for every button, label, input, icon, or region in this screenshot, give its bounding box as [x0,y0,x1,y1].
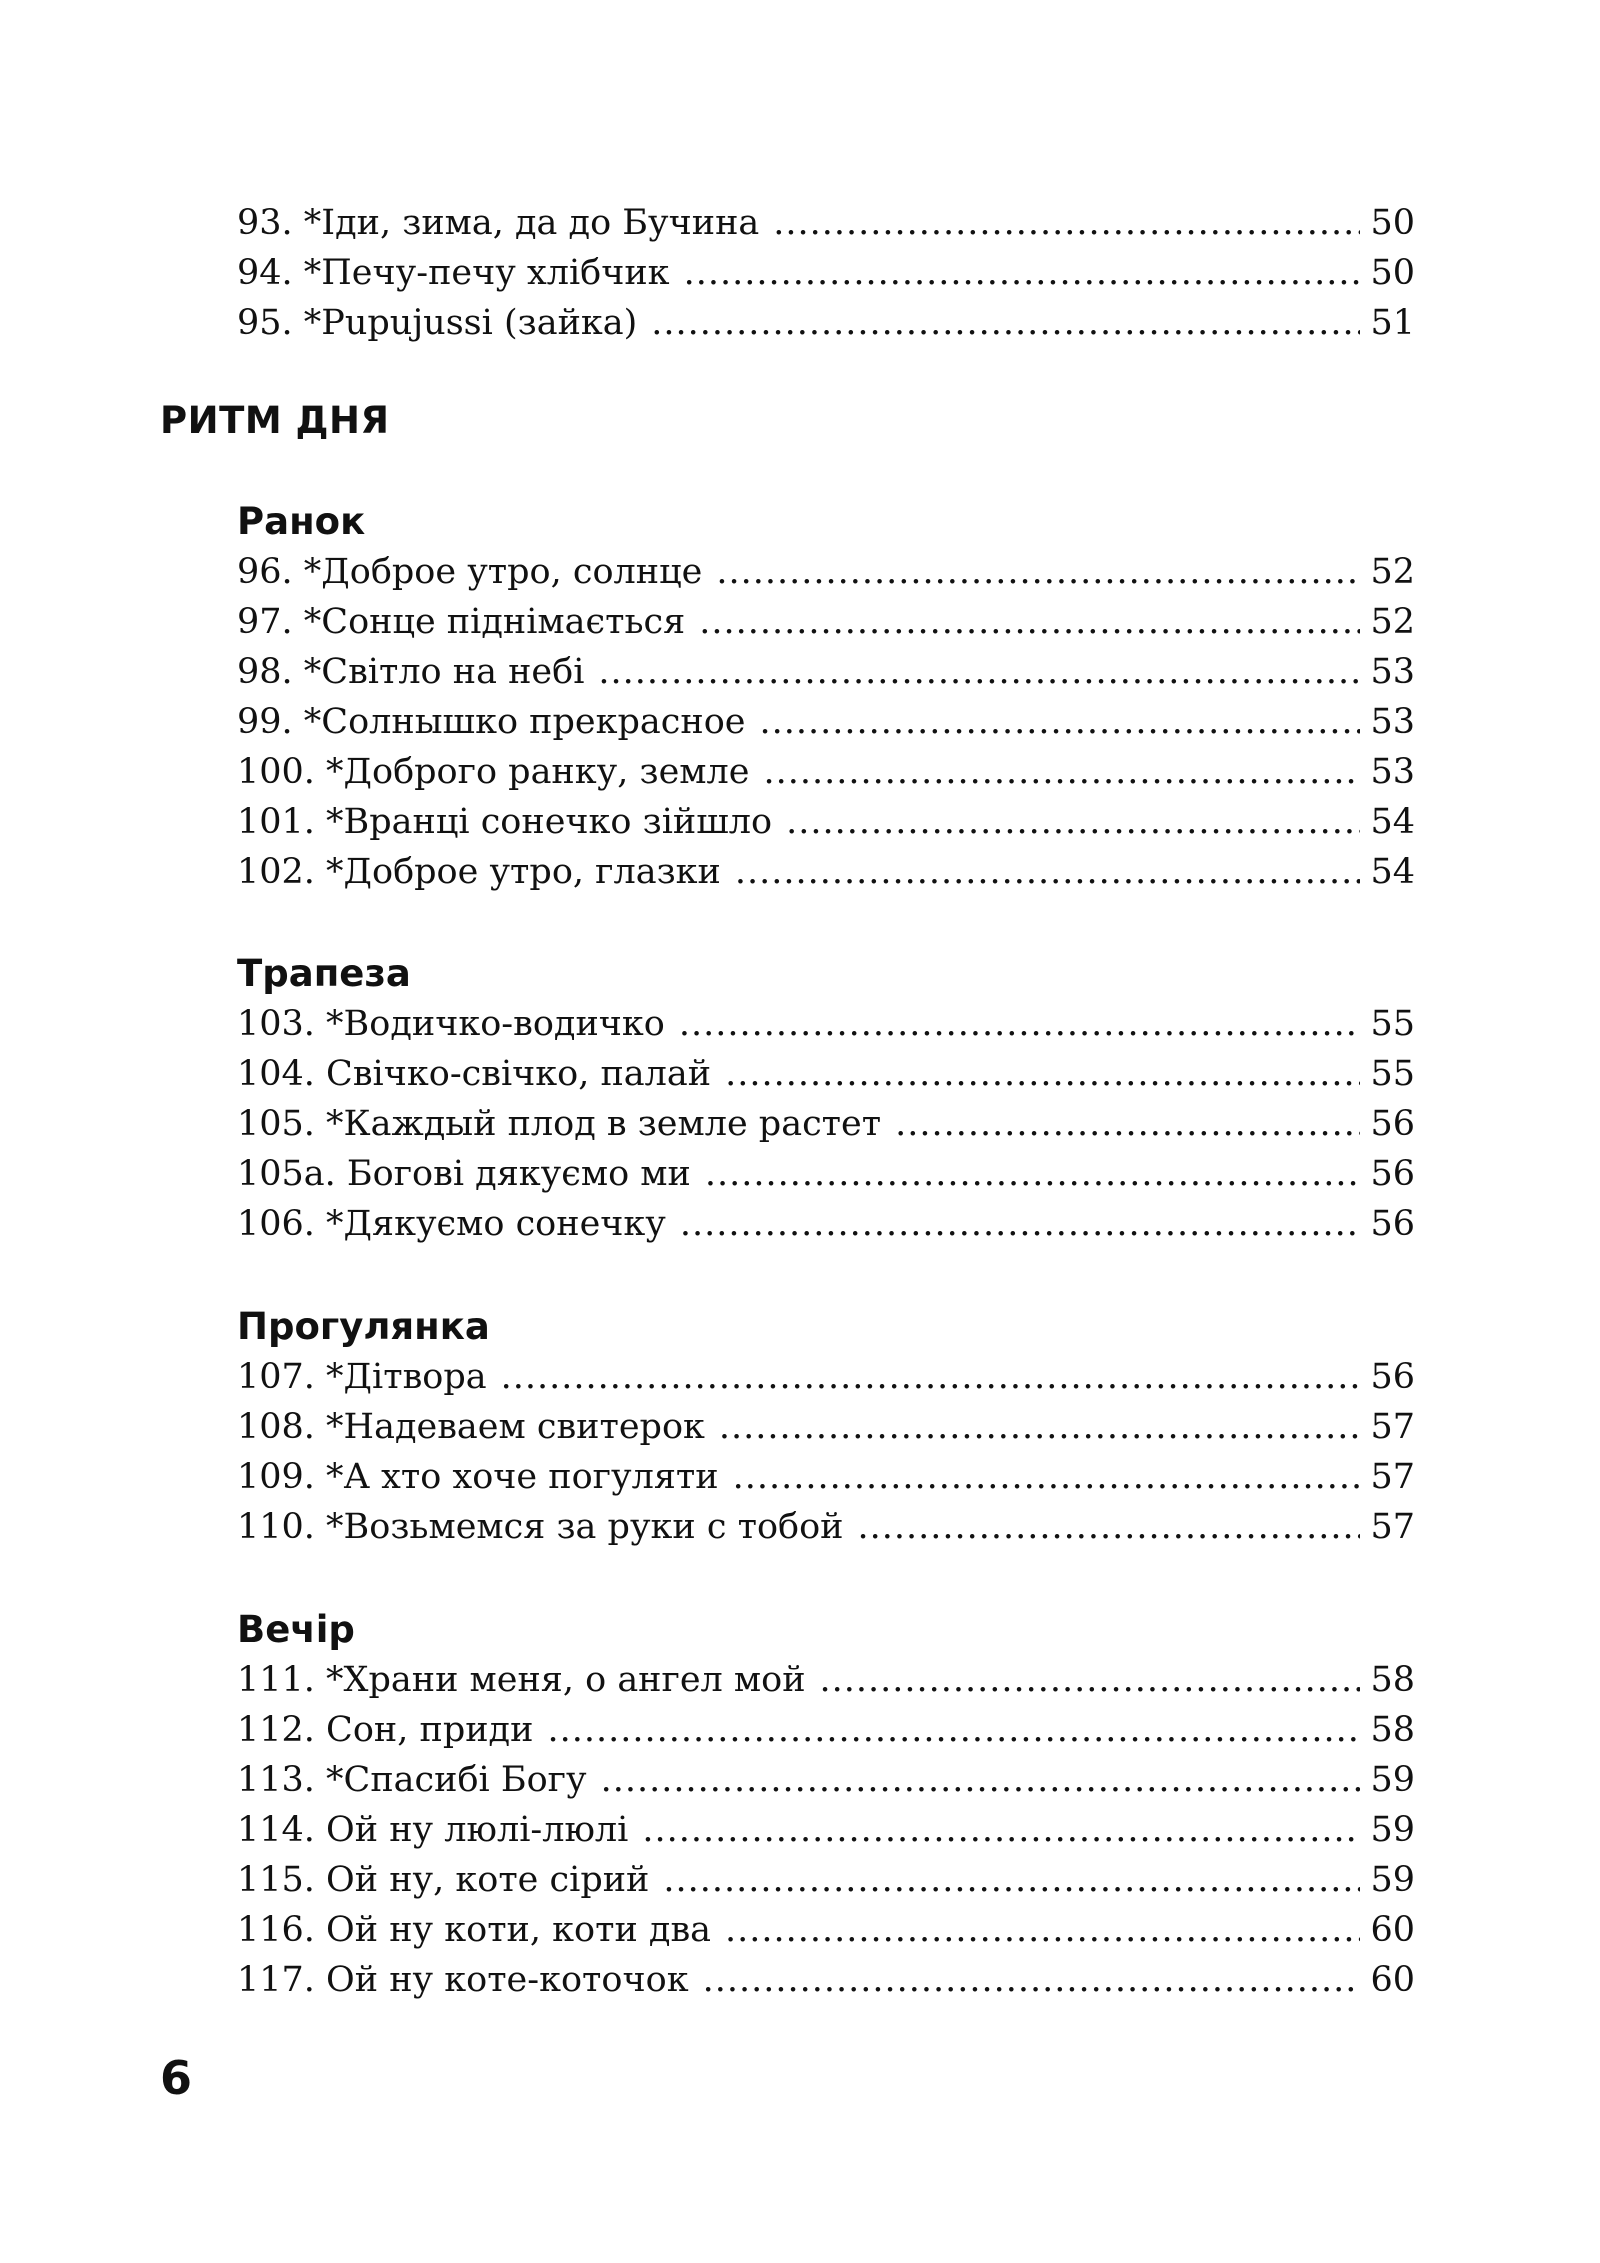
toc-entry-page: 58 [1370,1660,1415,1700]
dot-leader [680,1199,1361,1249]
toc-entry [237,747,1415,797]
toc-entry [237,999,1415,1049]
dot-leader [651,298,1360,348]
toc-entry-title: 96. *Доброе утро, солнце [237,552,703,592]
toc-entry-page: 58 [1370,1710,1415,1750]
toc-entry [237,198,1415,248]
toc-entry-page: 56 [1370,1357,1415,1397]
toc-entry-title: 116. Ой ну коти, коти два [237,1910,712,1950]
toc-entry-page: 57 [1370,1407,1415,1447]
toc-entry [237,1402,1415,1452]
toc-entry-page: 53 [1370,652,1415,692]
toc-entry [237,1502,1415,1552]
toc-entry-title: 106. *Дякуємо сонечку [237,1204,666,1244]
dot-leader [705,1149,1361,1199]
toc-entry [237,1955,1415,2005]
toc-entry-page: 54 [1370,852,1415,892]
toc-entry-title: 97. *Сонце піднімається [237,602,686,642]
toc-entry-page: 51 [1370,303,1415,343]
toc-entry [237,1099,1415,1149]
toc-entry [237,647,1415,697]
toc-entry [237,547,1415,597]
toc-section-morning [237,497,1415,897]
toc-entry-title: 107. *Дітвора [237,1357,487,1397]
dot-leader [663,1855,1360,1905]
toc-entry-title: 115. Ой ну, коте сірий [237,1860,650,1900]
section-heading: Трапеза [237,952,411,995]
toc-entry-title: 111. *Храни меня, о ангел мой [237,1660,806,1700]
toc-entry [237,1905,1415,1955]
toc-entry [237,1352,1415,1402]
dot-leader [773,198,1360,248]
toc-entry-page: 56 [1370,1104,1415,1144]
toc-entry-title: 110. *Возьмемся за руки с тобой [237,1507,844,1547]
toc-entry-title: 98. *Світло на небі [237,652,585,692]
part-title: РИТМ ДНЯ [160,399,390,442]
toc-entry-title: 95. *Pupujussi (зайка) [237,303,638,343]
section-heading: Вечір [237,1608,355,1651]
toc-entry-title: 112. Сон, приди [237,1710,534,1750]
toc-entry-page: 60 [1370,1960,1415,2000]
toc-entry-page: 59 [1370,1860,1415,1900]
toc-entry [237,1705,1415,1755]
toc-entry-title: 101. *Вранці сонечко зійшло [237,802,773,842]
toc-entry-title: 113. *Спасибі Богу [237,1760,587,1800]
dot-leader [601,1755,1361,1805]
toc-entry-page: 50 [1370,203,1415,243]
dot-leader [719,1402,1361,1452]
dot-leader [763,747,1360,797]
section-heading: Ранок [237,500,366,543]
toc-section-evening [237,1605,1415,2005]
toc-entry-page: 53 [1370,702,1415,742]
toc-entry-title: 108. *Надеваем свитерок [237,1407,705,1447]
toc-entry-title: 93. *Іди, зима, да до Бучина [237,203,760,243]
toc-entry [237,1149,1415,1199]
dot-leader [733,1452,1361,1502]
toc-entry-page: 53 [1370,752,1415,792]
toc-entry-page: 57 [1370,1457,1415,1497]
toc-entry-title: 99. *Солнышко прекрасное [237,702,746,742]
toc-entry-page: 52 [1370,552,1415,592]
dot-leader [642,1805,1360,1855]
dot-leader [679,999,1361,1049]
toc-entry-title: 102. *Доброе утро, глазки [237,852,721,892]
toc-section-walk [237,1302,1415,1552]
toc-entry-title: 100. *Доброго ранку, земле [237,752,750,792]
dot-leader [735,847,1361,897]
toc-entry-page: 56 [1370,1204,1415,1244]
toc-entry [237,1452,1415,1502]
toc-entry [237,697,1415,747]
toc-entry [237,797,1415,847]
toc-entry-page: 59 [1370,1810,1415,1850]
dot-leader [699,597,1360,647]
toc-entry [237,847,1415,897]
toc-entry-title: 117. Ой ну коте-коточок [237,1960,689,2000]
toc-entry-title: 105. *Каждый плод в земле растет [237,1104,882,1144]
dot-leader [501,1352,1361,1402]
toc-entry-page: 50 [1370,253,1415,293]
dot-leader [858,1502,1361,1552]
dot-leader [684,248,1361,298]
toc-entry-page: 52 [1370,602,1415,642]
toc-section-meal [237,949,1415,1249]
toc-entry [237,1049,1415,1099]
toc-entry-page: 57 [1370,1507,1415,1547]
toc-entry-page: 59 [1370,1760,1415,1800]
dot-leader [725,1905,1360,1955]
dot-leader [786,797,1360,847]
dot-leader [716,547,1360,597]
toc-group-continued [237,198,1415,348]
dot-leader [547,1705,1360,1755]
dot-leader [598,647,1360,697]
toc-entry [237,1755,1415,1805]
toc-entry [237,248,1415,298]
dot-leader [703,1955,1361,2005]
page-number: 6 [160,2051,193,2105]
dot-leader [725,1049,1360,1099]
toc-entry-title: 105а. Богові дякуємо ми [237,1154,691,1194]
toc-entry-title: 114. Ой ну люлі-люлі [237,1810,629,1850]
toc-entry-title: 103. *Водичко-водичко [237,1004,665,1044]
toc-entry-page: 54 [1370,802,1415,842]
section-heading: Прогулянка [237,1305,490,1348]
toc-entry-page: 55 [1370,1004,1415,1044]
toc-entry-title: 94. *Печу-печу хлібчик [237,253,670,293]
toc-entry [237,1199,1415,1249]
toc-entry [237,1805,1415,1855]
toc-entry-title: 104. Свічко-свічко, палай [237,1054,712,1094]
toc-entry-page: 56 [1370,1154,1415,1194]
toc-entry [237,597,1415,647]
toc-entry-title: 109. *А хто хоче погуляти [237,1457,719,1497]
toc-entry-page: 55 [1370,1054,1415,1094]
toc-entry [237,1855,1415,1905]
dot-leader [895,1099,1360,1149]
toc-entry [237,1655,1415,1705]
toc-entry-page: 60 [1370,1910,1415,1950]
toc-entry [237,298,1415,348]
dot-leader [820,1655,1361,1705]
dot-leader [759,697,1360,747]
